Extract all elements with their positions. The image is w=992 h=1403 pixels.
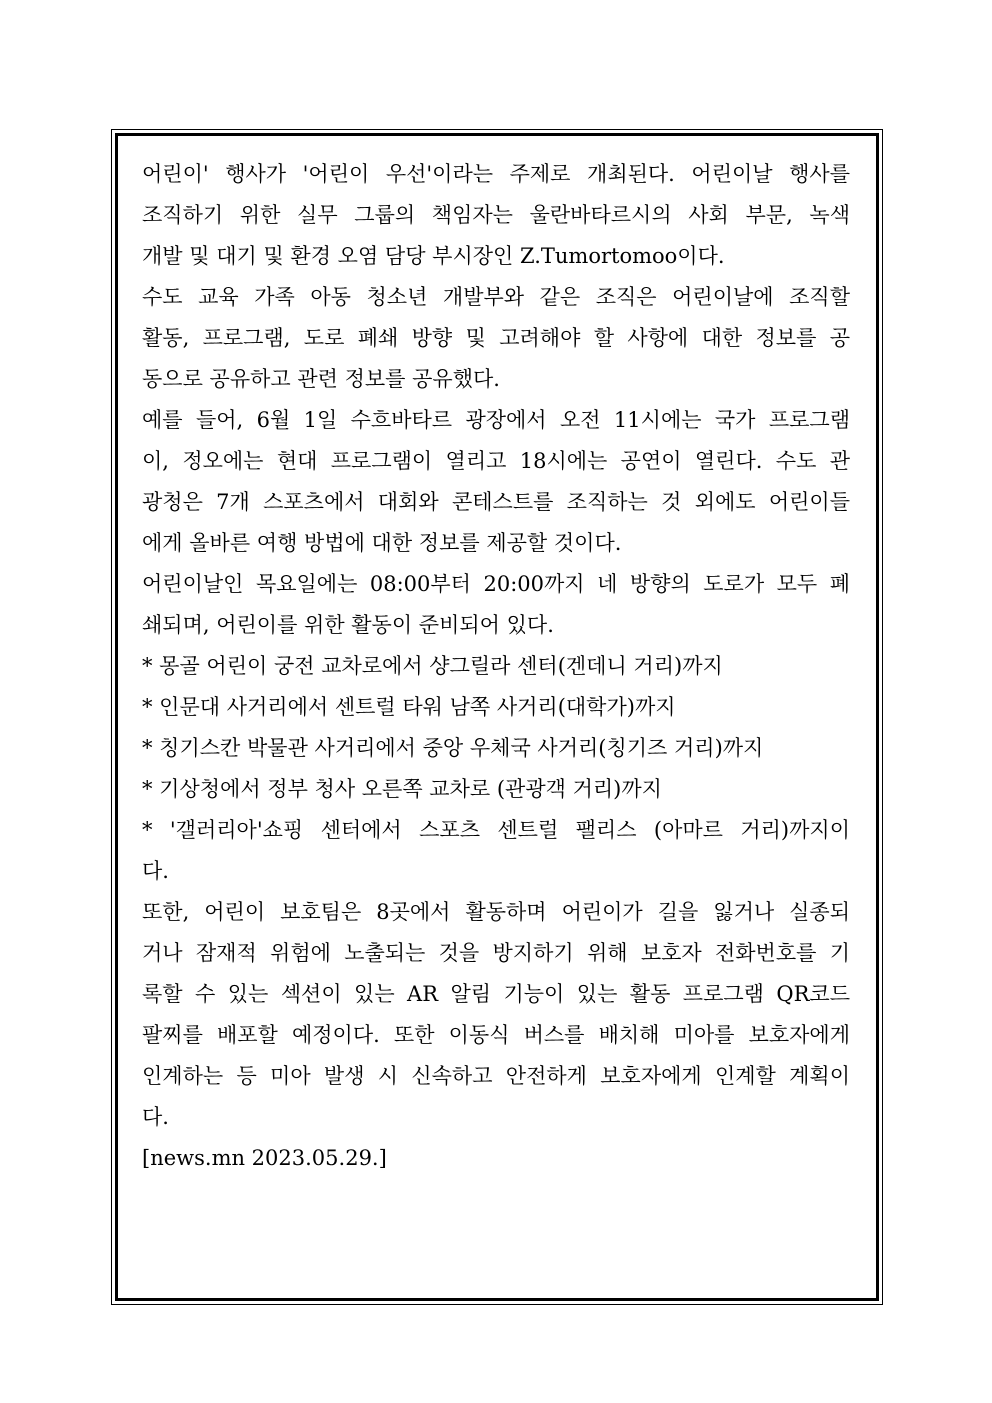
bullet-item: * 몽골 어린이 궁전 교차로에서 샹그릴라 센터(겐데니 거리)까지	[142, 654, 723, 678]
text-line: 이, 정오에는 현대 프로그램이 열리고 18시에는 공연이 열린다. 수도 관	[142, 449, 850, 473]
text-line: 쇄되며, 어린이를 위한 활동이 준비되어 있다.	[142, 613, 554, 637]
article-body	[142, 154, 850, 1179]
text-line: 다.	[142, 859, 169, 883]
bullet-item: * 칭기스칸 박물관 사거리에서 중앙 우체국 사거리(칭기즈 거리)까지	[142, 736, 764, 760]
bullet-item: * '갤러리아'쇼핑 센터에서 스포츠 센트럴 팰리스 (아마르 거리)까지이	[142, 818, 850, 842]
source-citation: [news.mn 2023.05.29.]	[142, 1146, 387, 1170]
text-line: 수도 교육 가족 아동 청소년 개발부와 같은 조직은 어린이날에 조직할	[142, 285, 850, 309]
text-line: 인계하는 등 미아 발생 시 신속하고 안전하게 보호자에게 인계할 계획이	[142, 1064, 850, 1088]
text-line: 어린이날인 목요일에는 08:00부터 20:00까지 네 방향의 도로가 모두 폐	[142, 572, 850, 596]
text-line: 거나 잠재적 위험에 노출되는 것을 방지하기 위해 보호자 전화번호를 기	[142, 941, 850, 965]
text-line: 조직하기 위한 실무 그룹의 책임자는 울란바타르시의 사회 부문, 녹색	[142, 203, 850, 227]
text-line: 개발 및 대기 및 환경 오염 담당 부시장인 Z.Tumortomoo이다.	[142, 244, 725, 268]
text-line: 에게 올바른 여행 방법에 대한 정보를 제공할 것이다.	[142, 531, 622, 555]
text-line: 예를 들어, 6월 1일 수흐바타르 광장에서 오전 11시에는 국가 프로그램	[142, 408, 850, 432]
text-line: 다.	[142, 1105, 169, 1129]
text-line: 록할 수 있는 섹션이 있는 AR 알림 기능이 있는 활동 프로그램 QR코드	[142, 982, 850, 1006]
bullet-item: * 기상청에서 정부 청사 오른쪽 교차로 (관광객 거리)까지	[142, 777, 662, 801]
text-line: 팔찌를 배포할 예정이다. 또한 이동식 버스를 배치해 미아를 보호자에게	[142, 1023, 850, 1047]
text-line: 또한, 어린이 보호팀은 8곳에서 활동하며 어린이가 길을 잃거나 실종되	[142, 900, 850, 924]
text-line: 동으로 공유하고 관련 정보를 공유했다.	[142, 367, 500, 391]
text-line: 활동, 프로그램, 도로 폐쇄 방향 및 고려해야 할 사항에 대한 정보를 공	[142, 326, 850, 350]
text-line: 광청은 7개 스포츠에서 대회와 콘테스트를 조직하는 것 외에도 어린이들	[142, 490, 850, 514]
text-line: 어린이' 행사가 '어린이 우선'이라는 주제로 개최된다. 어린이날 행사를	[142, 162, 850, 186]
bullet-item: * 인문대 사거리에서 센트럴 타워 남쪽 사거리(대학가)까지	[142, 695, 676, 719]
